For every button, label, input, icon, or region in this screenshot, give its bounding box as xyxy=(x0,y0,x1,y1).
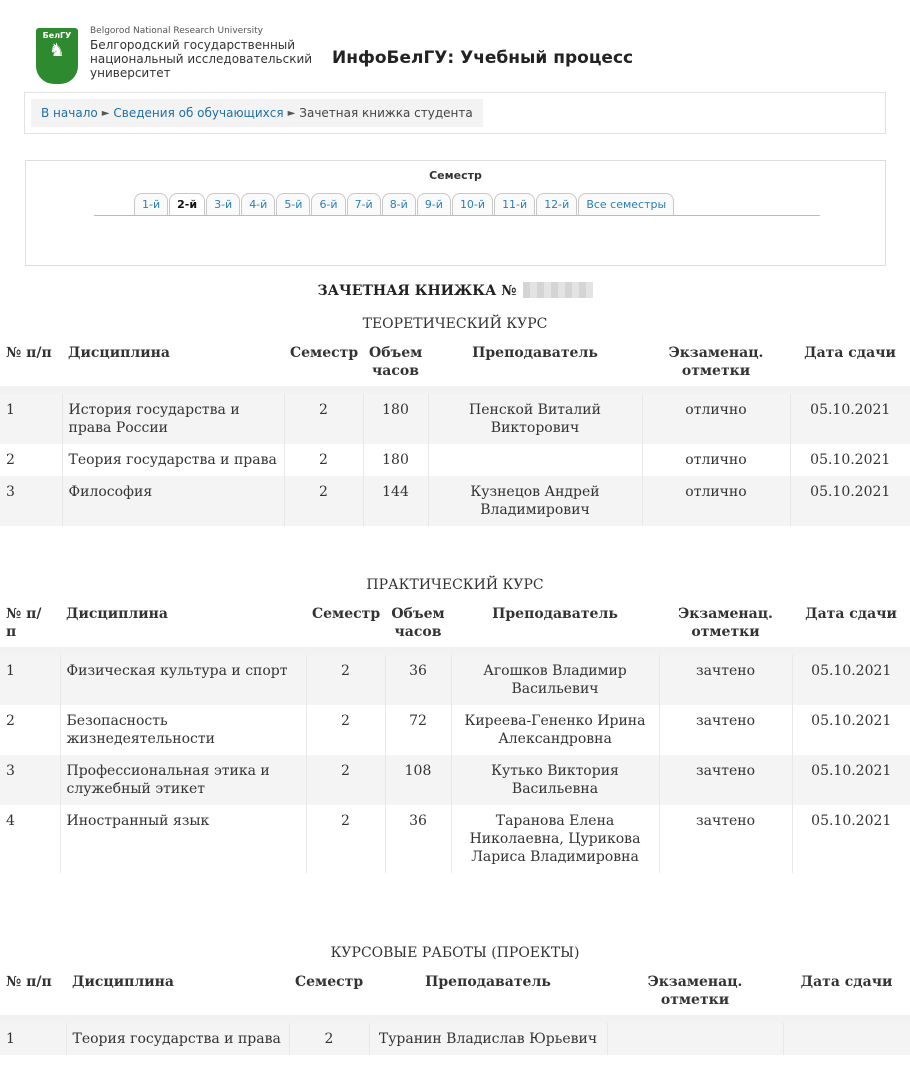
column-header-discipline: Дисциплина xyxy=(66,606,168,622)
cell-teacher xyxy=(428,444,642,476)
breadcrumb-current: Зачетная книжка студента xyxy=(299,106,473,120)
horseman-emblem-icon: ♞ xyxy=(48,40,66,61)
column-header-marks: Экзаменац. отметки xyxy=(668,345,764,379)
practice-table xyxy=(0,597,910,873)
cell-discipline: Иностранный язык xyxy=(60,805,306,873)
semester-tab[interactable]: 5-й xyxy=(276,193,310,215)
cell-hours: 72 xyxy=(385,705,451,755)
cell-discipline: Профессиональная этика и служебный этикет xyxy=(60,755,306,805)
cell-hours: 180 xyxy=(363,390,428,444)
column-header-hours: Объем часов xyxy=(369,345,423,379)
cell-semester: 2 xyxy=(306,755,385,805)
cell-discipline: История государства и права России xyxy=(62,390,284,444)
cell-date: 05.10.2021 xyxy=(792,705,910,755)
cell-mark: зачтено xyxy=(659,651,792,705)
column-header-teacher: Преподаватель xyxy=(425,974,551,990)
breadcrumb xyxy=(31,99,483,127)
cell-teacher: Таранова Елена Николаевна, Цурикова Лариса Владимировна xyxy=(451,805,659,873)
breadcrumb-home-link[interactable]: В начало xyxy=(41,106,98,120)
table-row xyxy=(0,1019,910,1055)
university-logo[interactable] xyxy=(36,28,78,84)
cell-semester: 2 xyxy=(306,705,385,755)
cell-discipline: Безопасность жизнедеятельности xyxy=(60,705,306,755)
column-header-date: Дата сдачи xyxy=(800,974,893,990)
cell-teacher: Киреева-Гененко Ирина Александровна xyxy=(451,705,659,755)
university-name-ru: Белгородский государственный национальный исследовательский университет xyxy=(90,38,313,80)
column-header-semester: Семестр xyxy=(290,345,359,361)
theory-section-title: ТЕОРЕТИЧЕСКИЙ КУРС xyxy=(362,316,548,332)
cell-semester: 2 xyxy=(284,390,363,444)
table-header-row xyxy=(0,597,910,651)
semester-tab[interactable]: 4-й xyxy=(241,193,275,215)
table-row xyxy=(0,755,910,805)
column-header-no: № п/п xyxy=(6,345,52,361)
semester-tab[interactable]: 7-й xyxy=(347,193,381,215)
table-row xyxy=(0,651,910,705)
table-row xyxy=(0,444,910,476)
cell-hours: 144 xyxy=(363,476,428,526)
cell-teacher: Агошков Владимир Васильевич xyxy=(451,651,659,705)
cell-semester: 2 xyxy=(306,805,385,873)
university-name-en: Belgorod National Research University xyxy=(90,26,263,36)
record-book-title xyxy=(0,282,910,299)
cell-hours: 36 xyxy=(385,651,451,705)
cell-mark: зачтено xyxy=(659,705,792,755)
cell-semester: 2 xyxy=(284,476,363,526)
cell-no: 1 xyxy=(6,1031,15,1047)
cell-date: 05.10.2021 xyxy=(792,651,910,705)
semester-tab[interactable]: 9-й xyxy=(417,193,451,215)
cell-discipline: Философия xyxy=(62,476,284,526)
cell-hours: 108 xyxy=(385,755,451,805)
column-header-semester: Семестр xyxy=(312,606,381,622)
record-book-number-redacted xyxy=(523,282,593,298)
semester-tab[interactable]: 3-й xyxy=(206,193,240,215)
column-header-hours: Объем часов xyxy=(391,606,445,640)
semester-tab[interactable]: 8-й xyxy=(382,193,416,215)
breadcrumb-separator-icon: ► xyxy=(101,107,110,119)
column-header-teacher: Преподаватель xyxy=(492,606,618,622)
cell-no: 2 xyxy=(6,713,15,729)
site-header xyxy=(36,26,896,88)
column-header-teacher: Преподаватель xyxy=(472,345,598,361)
breadcrumb-students-link[interactable]: Сведения об обучающихся xyxy=(113,106,284,120)
column-header-no: № п/ п xyxy=(6,606,42,640)
cell-date xyxy=(783,1019,910,1055)
cell-date: 05.10.2021 xyxy=(792,805,910,873)
column-header-semester: Семестр xyxy=(295,974,364,990)
cell-semester: 2 xyxy=(306,651,385,705)
cell-teacher: Пенской Виталий Викторович xyxy=(428,390,642,444)
column-header-discipline: Дисциплина xyxy=(68,345,170,361)
cell-hours: 180 xyxy=(363,444,428,476)
record-book-title-text: ЗАЧЕТНАЯ КНИЖКА № xyxy=(317,283,517,299)
cell-discipline: Теория государства и права xyxy=(62,444,284,476)
cell-date: 05.10.2021 xyxy=(790,444,910,476)
cell-hours: 36 xyxy=(385,805,451,873)
table-header-row xyxy=(0,965,910,1019)
cell-teacher: Кузнецов Андрей Владимирович xyxy=(428,476,642,526)
cell-discipline: Физическая культура и спорт xyxy=(60,651,306,705)
cell-mark: зачтено xyxy=(659,805,792,873)
practice-section-title: ПРАКТИЧЕСКИЙ КУРС xyxy=(366,577,544,593)
cell-teacher: Кутько Виктория Васильевна xyxy=(451,755,659,805)
cell-date: 05.10.2021 xyxy=(792,755,910,805)
cell-mark: отлично xyxy=(642,390,790,444)
coursework-table xyxy=(0,965,910,1055)
coursework-section-title: КУРСОВЫЕ РАБОТЫ (ПРОЕКТЫ) xyxy=(330,945,580,961)
semester-selector xyxy=(25,160,886,266)
cell-no: 4 xyxy=(6,813,15,829)
semester-tab[interactable]: 1-й xyxy=(134,193,168,215)
table-row xyxy=(0,390,910,444)
cell-mark: зачтено xyxy=(659,755,792,805)
cell-no: 1 xyxy=(6,663,15,679)
semester-tab[interactable]: 11-й xyxy=(494,193,535,215)
cell-no: 3 xyxy=(6,484,15,500)
column-header-no: № п/п xyxy=(6,974,52,990)
cell-mark xyxy=(607,1019,783,1055)
semester-tab[interactable]: 2-й xyxy=(169,193,205,215)
table-row xyxy=(0,805,910,873)
theory-table xyxy=(0,336,910,526)
cell-semester: 2 xyxy=(284,444,363,476)
cell-teacher: Туранин Владислав Юрьевич xyxy=(369,1019,607,1055)
semester-tab[interactable]: 12-й xyxy=(536,193,577,215)
breadcrumb-container xyxy=(24,92,886,134)
breadcrumb-separator-icon: ► xyxy=(287,107,296,119)
cell-no: 1 xyxy=(6,402,15,418)
cell-date: 05.10.2021 xyxy=(790,476,910,526)
semester-tab[interactable]: 6-й xyxy=(311,193,345,215)
column-header-marks: Экзаменац. отметки xyxy=(647,974,743,1008)
cell-date: 05.10.2021 xyxy=(790,390,910,444)
cell-discipline: Теория государства и права xyxy=(66,1019,289,1055)
tabs-baseline xyxy=(94,215,820,216)
column-header-discipline: Дисциплина xyxy=(72,974,174,990)
semester-tab[interactable]: 10-й xyxy=(452,193,493,215)
semester-tabs xyxy=(134,193,674,215)
table-row xyxy=(0,476,910,526)
app-title: ИнфоБелГУ: Учебный процесс xyxy=(332,48,634,68)
table-header-row xyxy=(0,336,910,390)
column-header-date: Дата сдачи xyxy=(804,345,896,361)
semester-label: Семестр xyxy=(429,169,482,182)
cell-no: 3 xyxy=(6,763,15,779)
column-header-date: Дата сдачи xyxy=(805,606,897,622)
cell-semester: 2 xyxy=(289,1019,369,1055)
semester-tab[interactable]: Все семестры xyxy=(578,193,674,215)
column-header-marks: Экзаменац. отметки xyxy=(678,606,773,640)
cell-no: 2 xyxy=(6,452,15,468)
cell-mark: отлично xyxy=(642,444,790,476)
cell-mark: отлично xyxy=(642,476,790,526)
table-row xyxy=(0,705,910,755)
logo-text: БелГУ xyxy=(42,31,72,40)
